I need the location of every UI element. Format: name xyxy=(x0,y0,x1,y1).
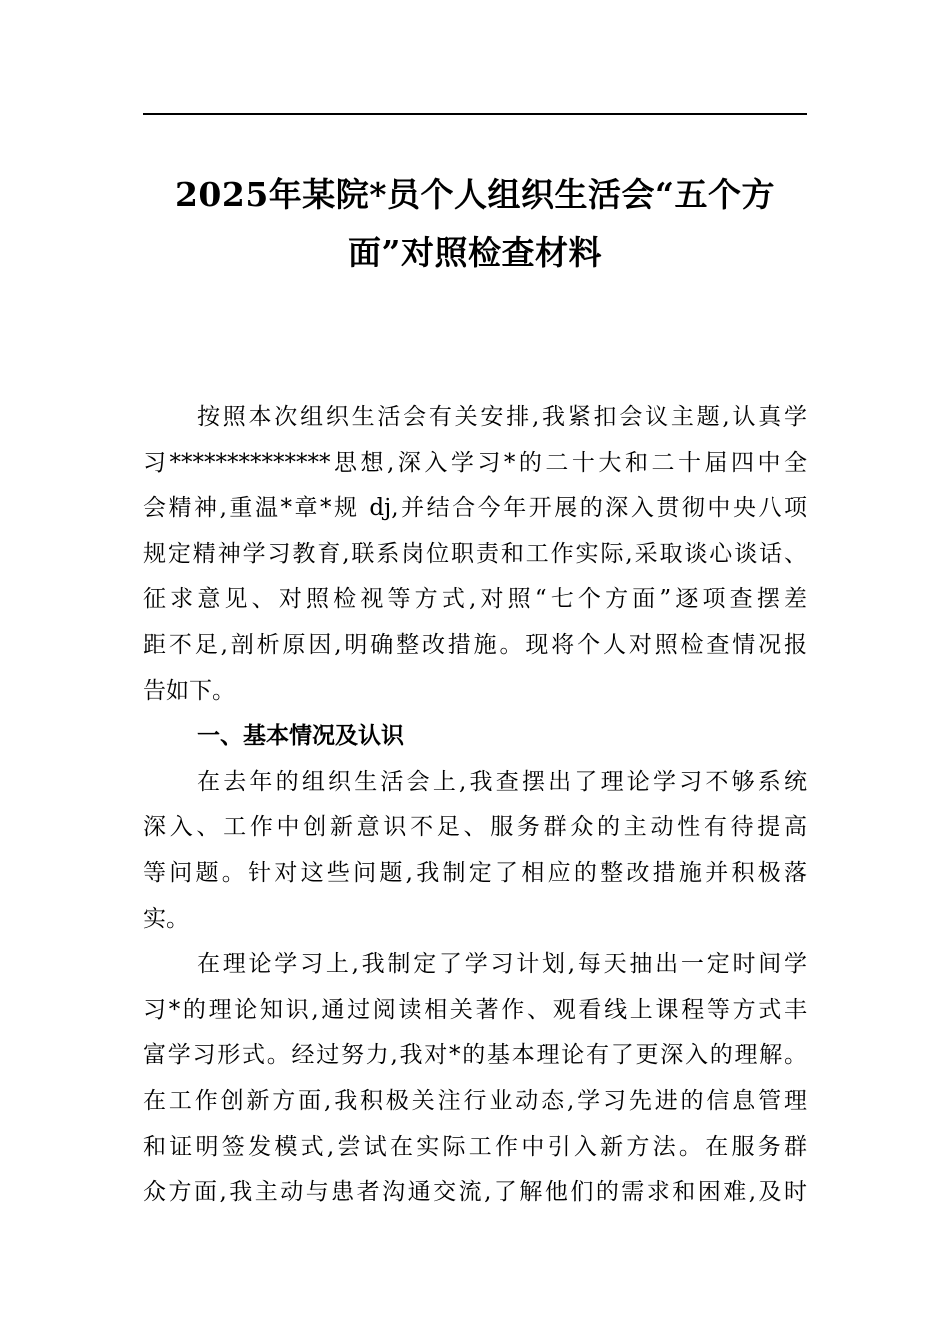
paragraph-line: 和证明签发模式,尝试在实际工作中引入新方法。在服务群 xyxy=(143,1133,807,1160)
paragraph-line: 在去年的组织生活会上,我查摆出了理论学习不够系统 xyxy=(197,768,807,795)
paragraph-line: 富学习形式。经过努力,我对*的基本理论有了更深入的理解。 xyxy=(143,1042,807,1069)
paragraph-line: 会精神,重温*章*规 dj,并结合今年开展的深入贯彻中央八项 xyxy=(143,495,807,522)
paragraph-line: 实。 xyxy=(143,905,189,932)
title-line: 面”对照检查材料 xyxy=(348,233,602,272)
header-rule xyxy=(143,113,807,115)
document-title xyxy=(143,166,807,282)
paragraph-line: 按照本次组织生活会有关安排,我紧扣会议主题,认真学 xyxy=(197,404,807,430)
section-heading: 一、基本情况及认识 xyxy=(197,723,404,750)
paragraph-line: 众方面,我主动与患者沟通交流,了解他们的需求和困难,及时 xyxy=(143,1179,807,1206)
paragraph-line: 告如下。 xyxy=(143,677,235,704)
paragraph-line: 在理论学习上,我制定了学习计划,每天抽出一定时间学 xyxy=(197,951,807,978)
paragraph-line: 征求意见、对照检视等方式,对照“七个方面”逐项查摆差 xyxy=(143,586,807,613)
paragraph-line: 等问题。针对这些问题,我制定了相应的整改措施并积极落 xyxy=(143,859,807,886)
paragraph-line: 在工作创新方面,我积极关注行业动态,学习先进的信息管理 xyxy=(143,1087,807,1114)
title-line: 2025年某院*员个人组织生活会“五个方 xyxy=(174,175,776,214)
paragraph-line: 距不足,剖析原因,明确整改措施。现将个人对照检查情况报 xyxy=(143,631,807,658)
document-body xyxy=(143,395,807,1216)
paragraph-line: 规定精神学习教育,联系岗位职责和工作实际,采取谈心谈话、 xyxy=(143,540,807,567)
paragraph-line: 习*的理论知识,通过阅读相关著作、观看线上课程等方式丰 xyxy=(143,996,807,1023)
paragraph-line: 深入、工作中创新意识不足、服务群众的主动性有待提高 xyxy=(143,814,807,841)
paragraph-line: 习**************思想,深入学习*的二十大和二十届四中全 xyxy=(143,449,807,476)
